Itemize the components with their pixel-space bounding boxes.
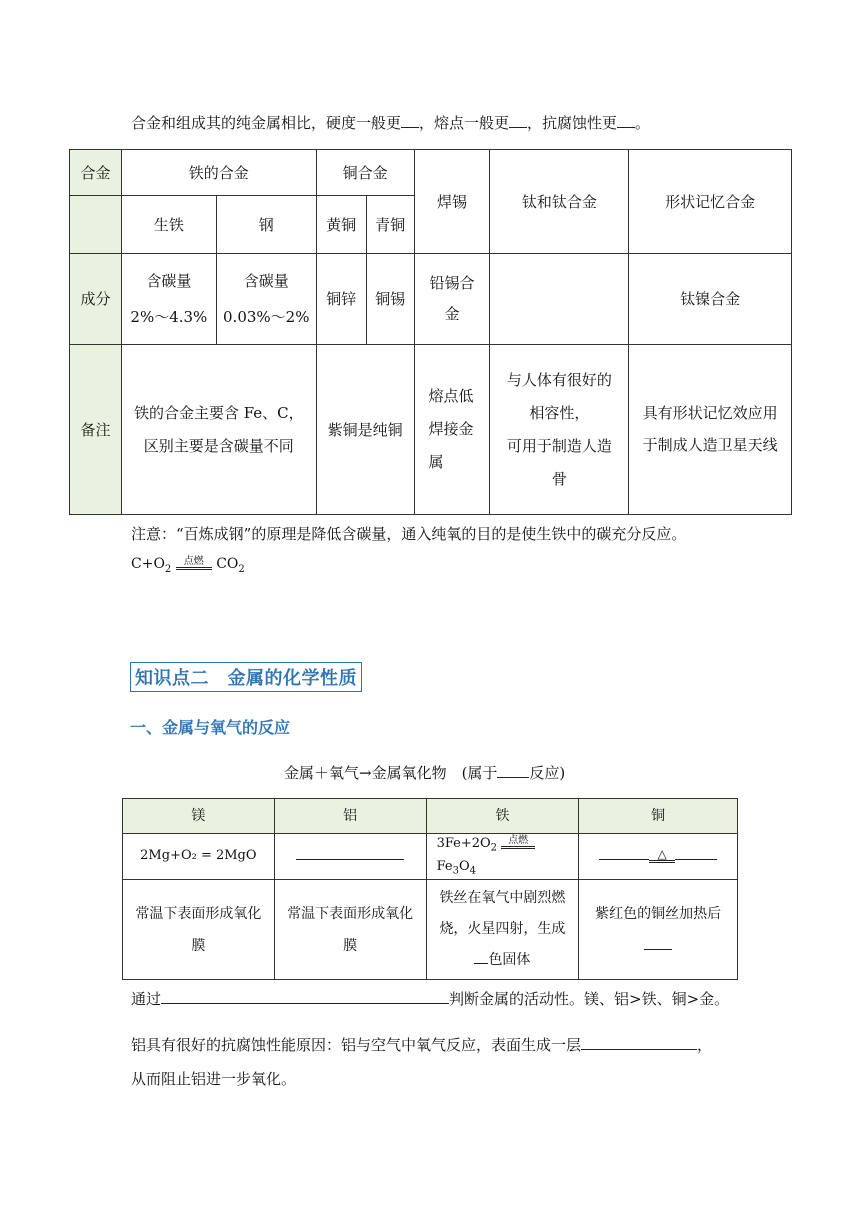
eq-bar xyxy=(176,567,212,570)
header-iron-alloy: 铁的合金 xyxy=(121,150,316,196)
header-copper-alloy: 铜合金 xyxy=(316,150,414,196)
blank-reaction-type[interactable] xyxy=(497,761,529,778)
header-steel: 钢 xyxy=(216,196,316,254)
fe-eq-right-mid: O xyxy=(458,858,470,874)
notice-text: 注意：“百炼成钢”的原理是降低含碳量，通入纯氧的目的是使生铁中的碳充分反应。 xyxy=(131,525,687,543)
cell-solder-comp xyxy=(414,254,490,345)
header-fe: 铁 xyxy=(426,799,579,834)
activity-after: 判断金属的活动性。镁、铝>铁、铜>金。 xyxy=(449,989,730,1008)
cu-equation-blank[interactable] xyxy=(579,834,738,880)
mg-equation: 2Mg+O₂ = 2MgO xyxy=(123,834,275,880)
solder-note-1: 熔点低 xyxy=(428,387,474,405)
blank-cu-observation[interactable] xyxy=(644,934,672,950)
memory-note-1: 具有形状记忆效应用 xyxy=(642,404,778,422)
header-cu: 铜 xyxy=(579,799,738,834)
cell-solder-note xyxy=(414,345,490,515)
fe-condition: 点燃 xyxy=(508,835,529,846)
blank-al-equation[interactable] xyxy=(296,849,404,860)
blank-corrosion[interactable] xyxy=(617,111,635,128)
pig-iron-comp-1: 含碳量 xyxy=(146,272,192,290)
solder-note-2: 焊接金 xyxy=(428,420,474,438)
fe-eq-bar xyxy=(501,846,535,849)
fe-eq-right-sub2: 4 xyxy=(469,865,476,877)
aluminum-text-1: 铝具有很好的抗腐蚀性能原因：铝与空气中氧气反应，表面生成一层 xyxy=(131,1035,582,1054)
header-titanium: 钛和钛合金 xyxy=(490,150,629,254)
al-observation xyxy=(274,880,426,980)
cu-condition: △ xyxy=(657,847,667,862)
cell-copper-note: 紫铜是纯铜 xyxy=(316,345,414,515)
blank-activity[interactable] xyxy=(161,987,449,1004)
al-obs-1: 常温下表面形成氧化 xyxy=(287,905,414,922)
header-bronze: 青铜 xyxy=(366,196,414,254)
carbon-equation xyxy=(131,556,245,575)
header-al: 铝 xyxy=(274,799,426,834)
fe-observation xyxy=(426,880,579,980)
general-eq-end: 反应) xyxy=(529,763,566,782)
header-mg: 镁 xyxy=(123,799,275,834)
fe-condition-mark xyxy=(501,835,535,853)
oxygen-reaction-table xyxy=(122,798,738,980)
intro-text-3: ，抗腐蚀性更 xyxy=(527,113,618,132)
eq1-left: C+O xyxy=(131,556,165,572)
cell-brass-comp: 铜锌 xyxy=(316,254,366,345)
cell-bronze-comp: 铜锡 xyxy=(366,254,414,345)
ti-note-4: 骨 xyxy=(551,469,567,488)
steel-comp-2: 0.03%～2% xyxy=(223,308,310,326)
ti-note-2: 相容性， xyxy=(529,403,590,422)
mg-obs-2: 膜 xyxy=(191,937,206,954)
fe-eq-sub: 2 xyxy=(490,842,498,854)
activity-line xyxy=(131,987,729,1009)
cu-observation xyxy=(579,880,738,980)
mg-observation xyxy=(123,880,275,980)
blank-hardness[interactable] xyxy=(401,111,419,128)
iron-note-2: 区别主要是含碳量不同 xyxy=(143,436,294,455)
header-memory-alloy: 形状记忆合金 xyxy=(629,150,792,254)
cu-obs-2-line xyxy=(579,930,737,962)
header-solder: 焊锡 xyxy=(414,150,490,254)
cell-iron-note xyxy=(121,345,316,515)
general-equation xyxy=(284,761,565,783)
aluminum-line-1 xyxy=(131,1033,712,1055)
eq1-right-sub: 2 xyxy=(238,563,245,575)
cu-obs-1: 紫红色的铜丝加热后 xyxy=(595,905,722,922)
memory-note-2: 于制成人造卫星天线 xyxy=(642,435,778,454)
cell-titanium-comp xyxy=(490,254,629,345)
steel-comp-1: 含碳量 xyxy=(243,272,289,290)
condition-mark xyxy=(176,556,212,574)
intro-line xyxy=(131,111,650,133)
cell-memory-comp: 钛镍合金 xyxy=(629,254,792,345)
mg-obs-1: 常温下表面形成氧化 xyxy=(135,905,262,922)
blank-fe-color[interactable] xyxy=(474,948,488,964)
solder-note-3: 属 xyxy=(428,453,444,471)
blank-aluminum-film[interactable] xyxy=(581,1033,697,1050)
activity-before: 通过 xyxy=(131,989,162,1008)
eq1-right: CO xyxy=(216,556,239,572)
ti-note-1: 与人体有很好的 xyxy=(506,370,612,389)
header-alloy: 合金 xyxy=(70,150,122,196)
general-eq-text: 金属＋氧气→金属氧化物 (属于 xyxy=(284,763,498,782)
solder-comp-1: 铅锡合 xyxy=(429,273,475,292)
fe-eq-right-sub1: 3 xyxy=(452,865,459,877)
aluminum-text-1-end: ， xyxy=(697,1035,713,1054)
iron-note-1: 铁的合金主要含 Fe、C， xyxy=(133,403,304,422)
row-label-composition: 成分 xyxy=(70,254,122,345)
header-brass: 黄铜 xyxy=(316,196,366,254)
ti-note-3: 可用于制造人造 xyxy=(506,436,612,455)
cell-titanium-note xyxy=(490,345,629,515)
eq1-condition: 点燃 xyxy=(183,556,204,567)
al-obs-2: 膜 xyxy=(343,937,358,954)
blank-cu-left[interactable] xyxy=(599,849,649,860)
solder-comp-2: 金 xyxy=(444,305,460,323)
cell-steel-comp xyxy=(216,254,316,345)
intro-text-1: 合金和组成其的纯金属相比，硬度一般更 xyxy=(131,113,402,132)
row-label-note: 备注 xyxy=(70,345,122,515)
fe-obs-2: 烧，火星四射，生成 xyxy=(439,921,566,938)
sub-title: 一、金属与氧气的反应 xyxy=(130,718,291,737)
cell-memory-note xyxy=(629,345,792,515)
fe-obs-3-line xyxy=(427,945,579,976)
fe-obs-1: 铁丝在氧气中剧烈燃 xyxy=(439,890,566,907)
cu-eq-bar xyxy=(649,860,675,863)
blank-melting[interactable] xyxy=(509,111,527,128)
fe-eq-left: 3Fe+2O xyxy=(436,836,491,851)
fe-equation xyxy=(426,834,579,880)
header-pig-iron: 生铁 xyxy=(121,196,216,254)
eq1-left-sub: 2 xyxy=(164,563,172,575)
cell-pig-iron-comp xyxy=(121,254,216,345)
fe-eq-right: Fe xyxy=(436,858,453,874)
intro-text-2: ，熔点一般更 xyxy=(419,113,510,132)
section-title: 知识点二 金属的化学性质 xyxy=(130,662,362,692)
alloy-table xyxy=(69,149,792,515)
al-equation-blank[interactable] xyxy=(274,834,426,880)
pig-iron-comp-2: 2%～4.3% xyxy=(130,308,208,326)
fe-obs-3: 色固体 xyxy=(488,952,531,969)
cu-condition-mark xyxy=(649,847,675,865)
intro-text-4: 。 xyxy=(635,113,651,132)
header-blank xyxy=(70,196,122,254)
blank-cu-right[interactable] xyxy=(675,849,717,860)
aluminum-line-2: 从而阻止铝进一步氧化。 xyxy=(131,1070,297,1088)
